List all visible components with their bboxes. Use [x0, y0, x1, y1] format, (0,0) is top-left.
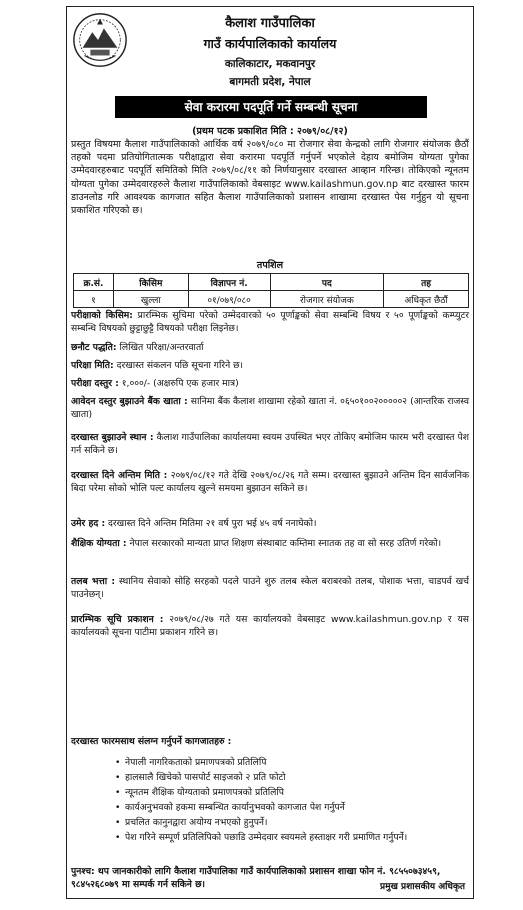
deadline-section [71, 469, 469, 495]
section-label: आवेदन दस्तुर बुझाउने बैंक खाता : [71, 396, 188, 407]
section-text: लिखित परिक्षा/अन्तरवार्ता [116, 342, 204, 353]
submission-place-section [71, 431, 469, 457]
province-name: बागमती प्रदेश, नेपाल [229, 76, 311, 88]
section-text: कैलाश गाउँपालिका कार्यालयमा स्वयम उपस्थित भएर तोकिए बमोजिम फारम भरी दरखास्त पेश गर्न सकिने छ। [71, 432, 469, 456]
section-label: परिक्षा मिति: [71, 360, 114, 371]
list-item: • पेश गरिने सम्पूर्ण प्रतिलिपिको पछाडि उम्मेदवार स्वयमले हस्ताक्षर गरी प्रमाणित गर्नुपर्ने। [115, 830, 465, 845]
list-item: • प्रचलित कानुनद्वारा अयोग्य नभएको हुनुपर्ने। [115, 815, 465, 830]
col-header: क्र.सं. [74, 274, 114, 291]
footer-note: पुनश्च: थप जानकारीको लागि कैलाश गाउँपालिका गाउँ कार्यपालिकाको प्रशासन शाखा फोन नं. ९८५५०७३४५९, ९८४५२६८०७९ मा सम्पर्क गर्न सकिने छ। [71, 866, 441, 890]
office-name: गाउँ कार्यपालिकाको कार्यालय [203, 36, 337, 51]
section-text: स्थानिय सेवाको सोहि सरहको पदले पाउने शुरु तलब स्केल बराबरको तलब, पोशाक भत्ता, चाडपर्व खर्च पाउनेछन्। [71, 576, 469, 600]
selection-method-section [71, 341, 469, 354]
signature-title: प्रमुख प्रशासकीय अधिकृत [379, 882, 465, 892]
salary-section [71, 575, 469, 601]
table-row [74, 291, 469, 308]
age-limit-section [71, 517, 469, 530]
section-label: दरखास्त फारमसाथ संलग्न गर्नुपर्ने कागजातहरु : [71, 736, 232, 747]
section-text: दरखास्त संकलन पछि सूचना गरिने छ। [113, 360, 244, 371]
table-cell: १ [74, 291, 114, 308]
section-text: नेपाल सरकारको मान्यता प्राप्त शिक्षण संस्थाबाट कम्तिमा स्नातक तह वा सो सरह उतिर्ण गरेको। [126, 538, 442, 549]
office-address: कालिकाटार, मकवानपुर [224, 58, 316, 70]
section-label: दरखास्त दिने अन्तिम मिति : [71, 470, 168, 481]
notice-sheet [66, 6, 474, 899]
education-section [71, 537, 469, 550]
section-label: प्रारम्भिक सूचि प्रकाशन : [71, 614, 164, 625]
bank-account-section [71, 395, 469, 421]
exam-type-section [71, 309, 469, 335]
list-item: • कार्यअनुभवको हकमा सम्बन्धित कार्यानुभवको कागजात पेश गर्नुपर्ने [115, 800, 465, 815]
col-header: विज्ञापन नं. [188, 274, 270, 291]
col-header: तह [384, 274, 469, 291]
table-header-row [74, 274, 469, 291]
table-cell: रोजगार संयोजक [270, 291, 384, 308]
table-cell: खुल्ला [113, 291, 188, 308]
vacancy-table [73, 273, 469, 308]
section-label: तलब भत्ता : [71, 576, 116, 587]
documents-heading [71, 735, 469, 748]
exam-fee-section [71, 377, 469, 390]
section-text: १,०००/- (अक्षरुपि एक हजार मात्र) [118, 378, 239, 389]
section-label: दरखास्त बुझाउने स्थान : [71, 432, 154, 443]
list-item: • हालसालै खिचेको पासपोर्ट साइजको २ प्रति फोटो [115, 770, 465, 785]
intro-paragraph: प्रस्तुत विषयमा कैलाश गाउँपालिकाको आर्थिक वर्ष २०७९/०८० मा रोजगार सेवा केन्द्रको लागि रोजगार संयोजक छैठौं तहको पदमा प्रतियोगितात्मक परीक्षाद्वारा सेवा करारमा पदपूर्ति गर्नुपर्ने भएकोले देहाय बमोजिम योग्यता पुगेका उम्मेदवारहरुबाट पदपूर्ति समितिको मिति २०७९/०८/११ को निर्णयानुसार दरखास्त आव्हान गरिन्छ। तोकिएको न्यूनतम योग्यता पुगेका उम्मेदवारहरुले कैलाश गाउँपालिकाको वेबसाइट www.kailashmun.gov.np बाट दरखास्त फारम डाउनलोड गरि आवश्यक कागजात सहित कैलाश गाउँपालिकाको प्रशासन शाखामा दरखास्त पेस गर्नुहुन यो सूचना प्रकाशित गरिएको छ। [71, 139, 469, 217]
list-item: • न्यूनतम शैक्षिक योग्यताको प्रमाणपत्रको प्रतिलिपि [115, 785, 465, 800]
section-text: प्रारम्भिक सुचिमा परेको उम्मेदवारको ५० पूर्णाङ्कको सेवा सम्बन्धि विषय र ५० पूर्णाङ्कको कम्प्युटर सम्बन्धि विषयको छुट्टाछुट्टै विषयको परीक्षा लिइनेछ। [71, 310, 469, 334]
section-text: २०७९/०८/१२ गते देखि २०७९/०८/२६ गते सम्म। दरखास्त बुझाउने अन्तिम दिन सार्वजनिक बिदा परेमा सोको भोलि पल्ट कार्यालय खुल्ने समयमा बुझाउन सकिने छ। [71, 470, 469, 494]
table-title: तपशिल [256, 260, 284, 271]
documents-list [115, 755, 465, 845]
section-text: २०७९/०८/२७ गते यस कार्यालयको वेबसाइट www.kailashmun.gov.np र यस कार्यालयको सूचना पाटीमा प्रकाशन गरिने छ। [71, 614, 469, 638]
notice-title: सेवा करारमा पदपूर्ति गर्ने सम्बन्धी सूचना [115, 96, 427, 118]
col-header: पद [270, 274, 384, 291]
section-label: उमेर हद : [71, 518, 106, 529]
section-label: परीक्षा दस्तुर : [71, 378, 119, 389]
section-label: शैक्षिक योग्यता : [71, 538, 127, 549]
section-text: सानिमा बैंक कैलाश शाखामा रहेको खाता नं. ०६५०१००२०००००२ (आन्तरिक राजस्व खाता) [71, 396, 469, 420]
publish-date: (प्रथम पटक प्रकाशित मिति : २०७९/०८/१२) [192, 126, 348, 137]
section-label: परीक्षाको किसिम: [71, 310, 133, 321]
preliminary-list-section [71, 613, 469, 639]
section-label: छनौट पद्धति: [71, 342, 117, 353]
col-header: किसिम [113, 274, 188, 291]
municipality-name: कैलाश गाउँपालिका [225, 16, 315, 31]
table-cell: अधिकृत छैठौं [384, 291, 469, 308]
list-item: • नेपाली नागरिकताको प्रमाणपत्रको प्रतिलिपि [115, 755, 465, 770]
table-cell: ०१/०७९/०८० [188, 291, 270, 308]
exam-date-section [71, 359, 469, 372]
section-text: दरखास्त दिने अन्तिम मितिमा २१ वर्ष पुरा भई ४५ वर्ष ननाघेको। [105, 518, 317, 529]
